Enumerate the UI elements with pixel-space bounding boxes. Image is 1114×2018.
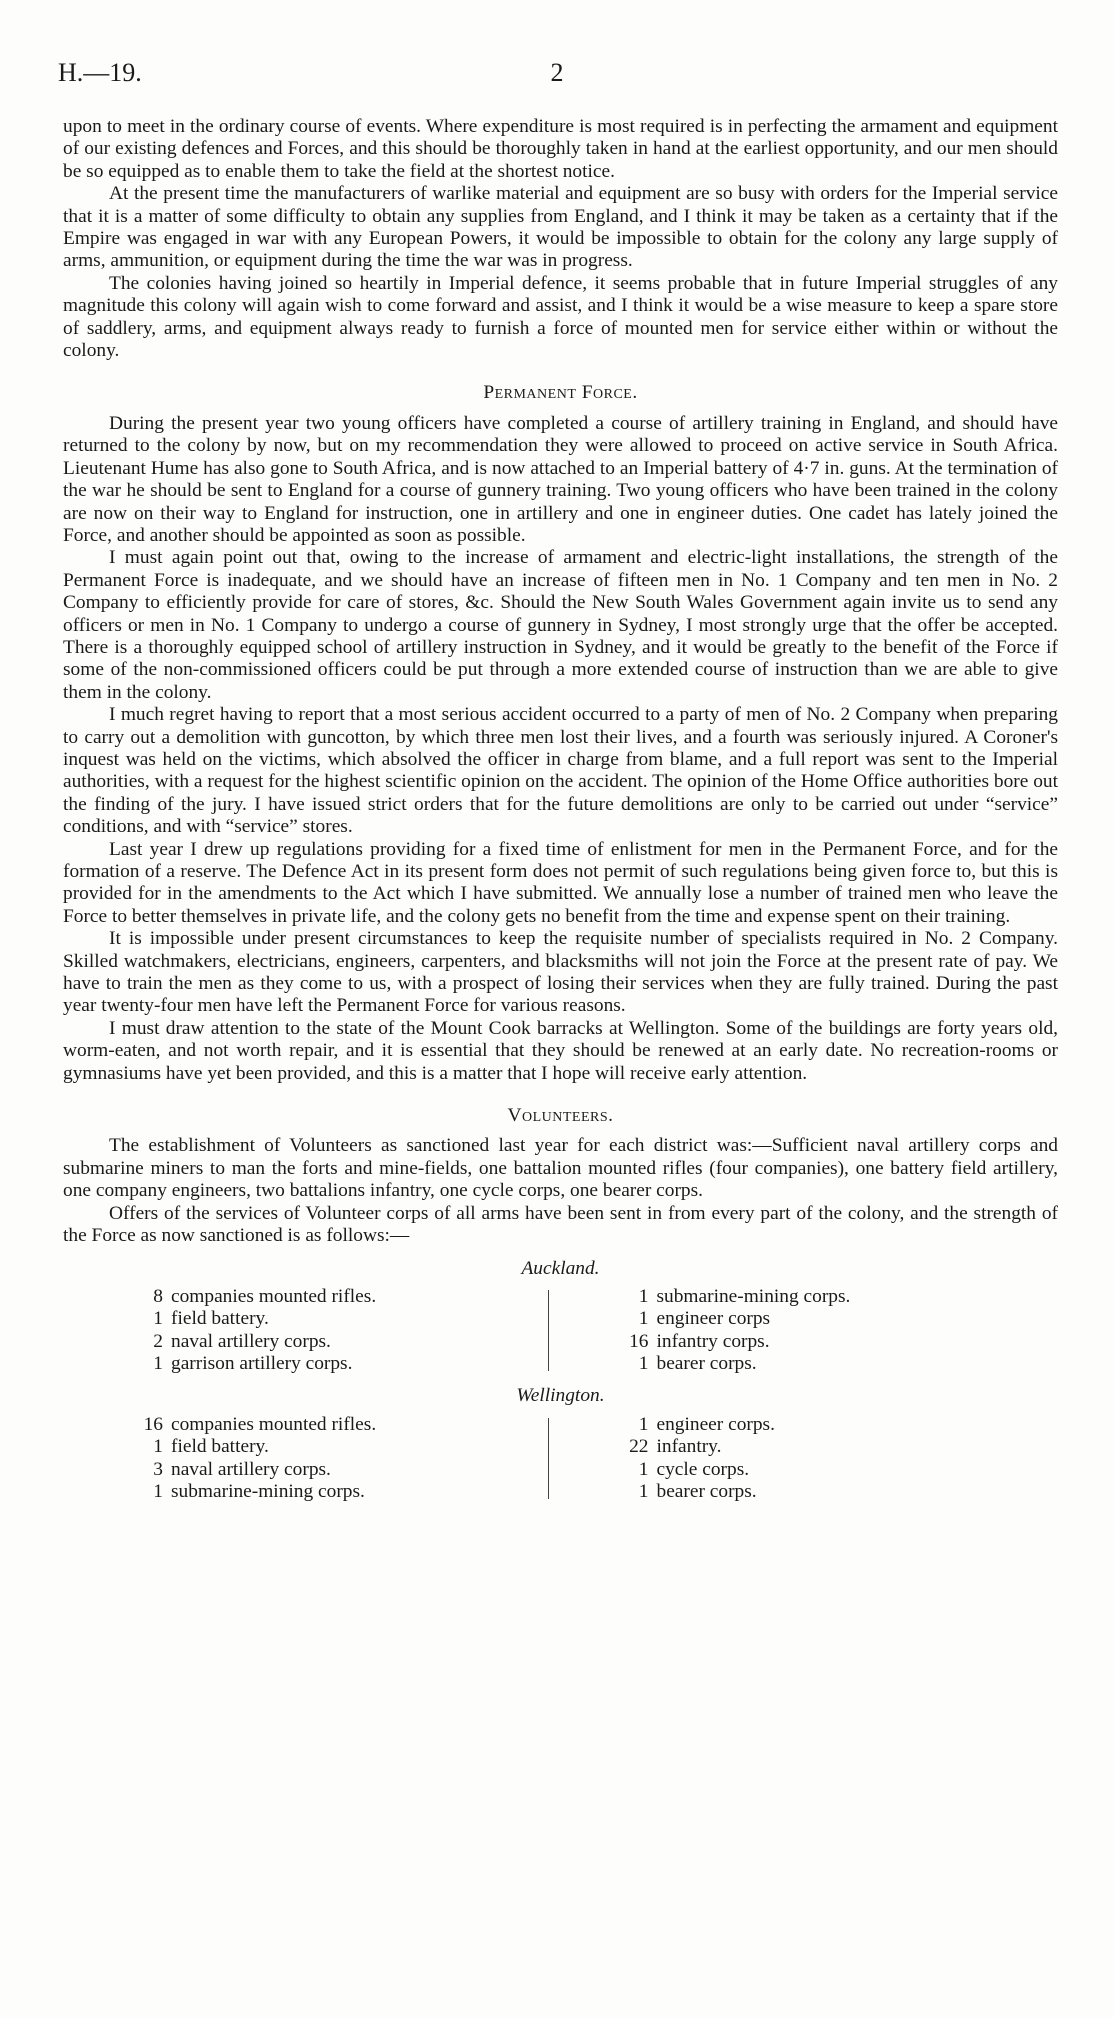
corps-row xyxy=(133,1331,548,1353)
corps-row xyxy=(133,1353,548,1375)
corps-row xyxy=(619,1436,1034,1458)
corps-count: 1 xyxy=(638,1285,649,1307)
corps-label: infantry. xyxy=(656,1436,722,1458)
corps-count: 1 xyxy=(153,1308,163,1330)
corps-label: companies mounted rifles. xyxy=(171,1285,377,1307)
corps-row xyxy=(133,1286,548,1308)
corps-label: field battery. xyxy=(171,1436,269,1458)
report-id: H.—19. xyxy=(58,58,142,87)
corps-column-right xyxy=(549,1414,1034,1504)
corps-label: engineer corps xyxy=(656,1308,771,1330)
document-body xyxy=(63,116,1058,1503)
corps-label: garrison artillery corps. xyxy=(171,1353,353,1375)
corps-count: 16 xyxy=(629,1330,649,1352)
corps-label: submarine-mining corps. xyxy=(171,1481,365,1503)
corps-label: naval artillery corps. xyxy=(171,1330,331,1352)
corps-row xyxy=(619,1353,1034,1375)
corps-count: 8 xyxy=(153,1285,163,1307)
paragraph: At the present time the manufacturers of warlike material and equipment are so busy with orders for the Imperial service that it is a matter of some difficulty to obtain any supplies from England, and I think it may be taken as a certainty that if the Empire was engaged in war with any European Powers, it would be impossible to obtain for the colony any large supply of arms, ammunition, or equipment during the time the war was in progress. xyxy=(63,183,1058,272)
corps-row xyxy=(133,1459,548,1481)
section-heading-volunteers: Volunteers. xyxy=(507,1105,614,1127)
corps-label: bearer corps. xyxy=(656,1353,757,1375)
district-heading-auckland: Auckland. xyxy=(521,1257,600,1279)
paragraph: During the present year two young officers have completed a course of artillery training in England, and should have returned to the colony by now, but on my recommendation they were allowed to proceed on active service in South Africa. Lieutenant Hume has also gone to South Africa, and is now attached to an Imperial battery of 4·7 in. guns. At the termination of the war he should be sent to England for a course of gunnery training. Two young officers who have been trained in the colony are now on their way to England for instruction, one in artillery and one in engineer duties. One cadet has lately joined the Force, and another should be appointed as soon as possible. xyxy=(63,412,1058,546)
corps-count: 1 xyxy=(153,1353,163,1375)
corps-row xyxy=(619,1414,1034,1436)
corps-row xyxy=(133,1414,548,1436)
corps-count: 1 xyxy=(638,1481,649,1503)
paragraph: The establishment of Volunteers as sanctioned last year for each district was:—Sufficient naval artillery corps and submarine miners to man the forts and mine-fields, one battalion mounted rifles (four companies), one battery field artillery, one company engineers, two battalions infantry, one cycle corps, one bearer corps. xyxy=(63,1135,1058,1202)
corps-count: 22 xyxy=(629,1436,649,1458)
corps-label: engineer corps. xyxy=(656,1413,775,1435)
corps-count: 2 xyxy=(153,1330,163,1352)
corps-label: naval artillery corps. xyxy=(171,1458,331,1480)
corps-count: 1 xyxy=(638,1458,649,1480)
corps-column-left xyxy=(133,1286,548,1376)
corps-label: companies mounted rifles. xyxy=(171,1413,377,1435)
paragraph: upon to meet in the ordinary course of events. Where expenditure is most required is in perfecting the armament and equipment of our existing defences and Forces, and this should be thoroughly taken in hand at the earliest opportunity, and our men should be so equipped as to enable them to take the field at the shortest notice. xyxy=(63,116,1058,182)
corps-count: 16 xyxy=(143,1413,163,1435)
page-number: 2 xyxy=(550,58,564,87)
corps-row xyxy=(133,1308,548,1330)
corps-row xyxy=(619,1481,1034,1503)
corps-label: infantry corps. xyxy=(656,1330,770,1352)
corps-count: 1 xyxy=(153,1436,163,1458)
corps-row xyxy=(619,1308,1034,1330)
page-header xyxy=(58,58,1056,98)
corps-label: submarine-mining corps. xyxy=(656,1285,851,1307)
paragraph: The colonies having joined so heartily in Imperial defence, it seems probable that in future Imperial struggles of any magnitude this colony will again wish to come forward and assist, and I think it would be a wise measure to keep a spare store of saddlery, arms, and equipment always ready to furnish a force of mounted men for service either within or without the colony. xyxy=(63,272,1058,362)
corps-table-wellington xyxy=(133,1414,1033,1504)
corps-count: 1 xyxy=(638,1308,649,1330)
corps-count: 1 xyxy=(153,1481,163,1503)
paragraph: I must again point out that, owing to the increase of armament and electric-light installations, the strength of the Permanent Force is inadequate, and we should have an increase of fifteen men in No. 1 Company and ten men in No. 2 Company to efficiently provide for care of stores, &c. Should the New South Wales Government again invite us to send any officers or men in No. 1 Company to undergo a course of gunnery in Sydney, I most strongly urge that the offer be accepted. There is a thoroughly equipped school of artillery instruction in Sydney, and it would be greatly to the benefit of the Force if some of the non-commissioned officers could be put through a more extended course of instruction than we are able to give them in the colony. xyxy=(63,547,1058,703)
paragraph: Last year I drew up regulations providing for a fixed time of enlistment for men in the Permanent Force, and for the formation of a reserve. The Defence Act in its present form does not permit of such regulations being given force to, but this is provided for in the amendments to the Act which I have submitted. We annually lose a number of trained men who leave the Force to better themselves in private life, and the colony gets no benefit from the time and expense spent on their training. xyxy=(63,838,1058,927)
corps-row xyxy=(133,1436,548,1458)
paragraph: Offers of the services of Volunteer corps of all arms have been sent in from every part of the colony, and the strength of the Force as now sanctioned is as follows:— xyxy=(63,1202,1058,1247)
corps-label: cycle corps. xyxy=(656,1458,750,1480)
corps-count: 1 xyxy=(638,1353,649,1375)
paragraph: I much regret having to report that a most serious accident occurred to a party of men of No. 2 Company when preparing to carry out a demolition with guncotton, by which three men lost their lives, and a fourth was seriously injured. A Coroner's inquest was held on the victims, which absolved the officer in charge from blame, and a full report was sent to the Imperial authorities, with a request for the highest scientific opinion on the accident. The opinion of the Home Office authorities bore out the finding of the jury. I have issued strict orders that for the future demolitions are only to be carried out under “service” conditions, and with “service” stores. xyxy=(63,704,1058,838)
corps-label: field battery. xyxy=(171,1308,269,1330)
section-heading-permanent-force: Permanent Force. xyxy=(483,382,638,404)
corps-label: bearer corps. xyxy=(656,1481,757,1503)
corps-column-left xyxy=(133,1414,548,1504)
corps-row xyxy=(133,1481,548,1503)
paragraph: I must draw attention to the state of the Mount Cook barracks at Wellington. Some of the buildings are forty years old, worm-eaten, and not worth repair, and it is essential that they should be renewed at an early date. No recreation-rooms or gymnasiums have yet been provided, and this is a matter that I hope will receive early attention. xyxy=(63,1017,1058,1084)
corps-row xyxy=(619,1459,1034,1481)
corps-count: 3 xyxy=(153,1458,163,1480)
corps-column-right xyxy=(549,1286,1034,1376)
paragraph: It is impossible under present circumstances to keep the requisite number of specialists required in No. 2 Company. Skilled watchmakers, electricians, engineers, carpenters, and blacksmiths will not join the Force at the present rate of pay. We have to train the men as they come to us, with a prospect of losing their services when they are fully trained. During the past year twenty-four men have left the Permanent Force for various reasons. xyxy=(63,928,1058,1017)
corps-row xyxy=(619,1286,1034,1308)
corps-table-auckland xyxy=(133,1286,1033,1376)
district-heading-wellington: Wellington. xyxy=(516,1385,605,1407)
corps-count: 1 xyxy=(638,1413,649,1435)
corps-row xyxy=(619,1331,1034,1353)
